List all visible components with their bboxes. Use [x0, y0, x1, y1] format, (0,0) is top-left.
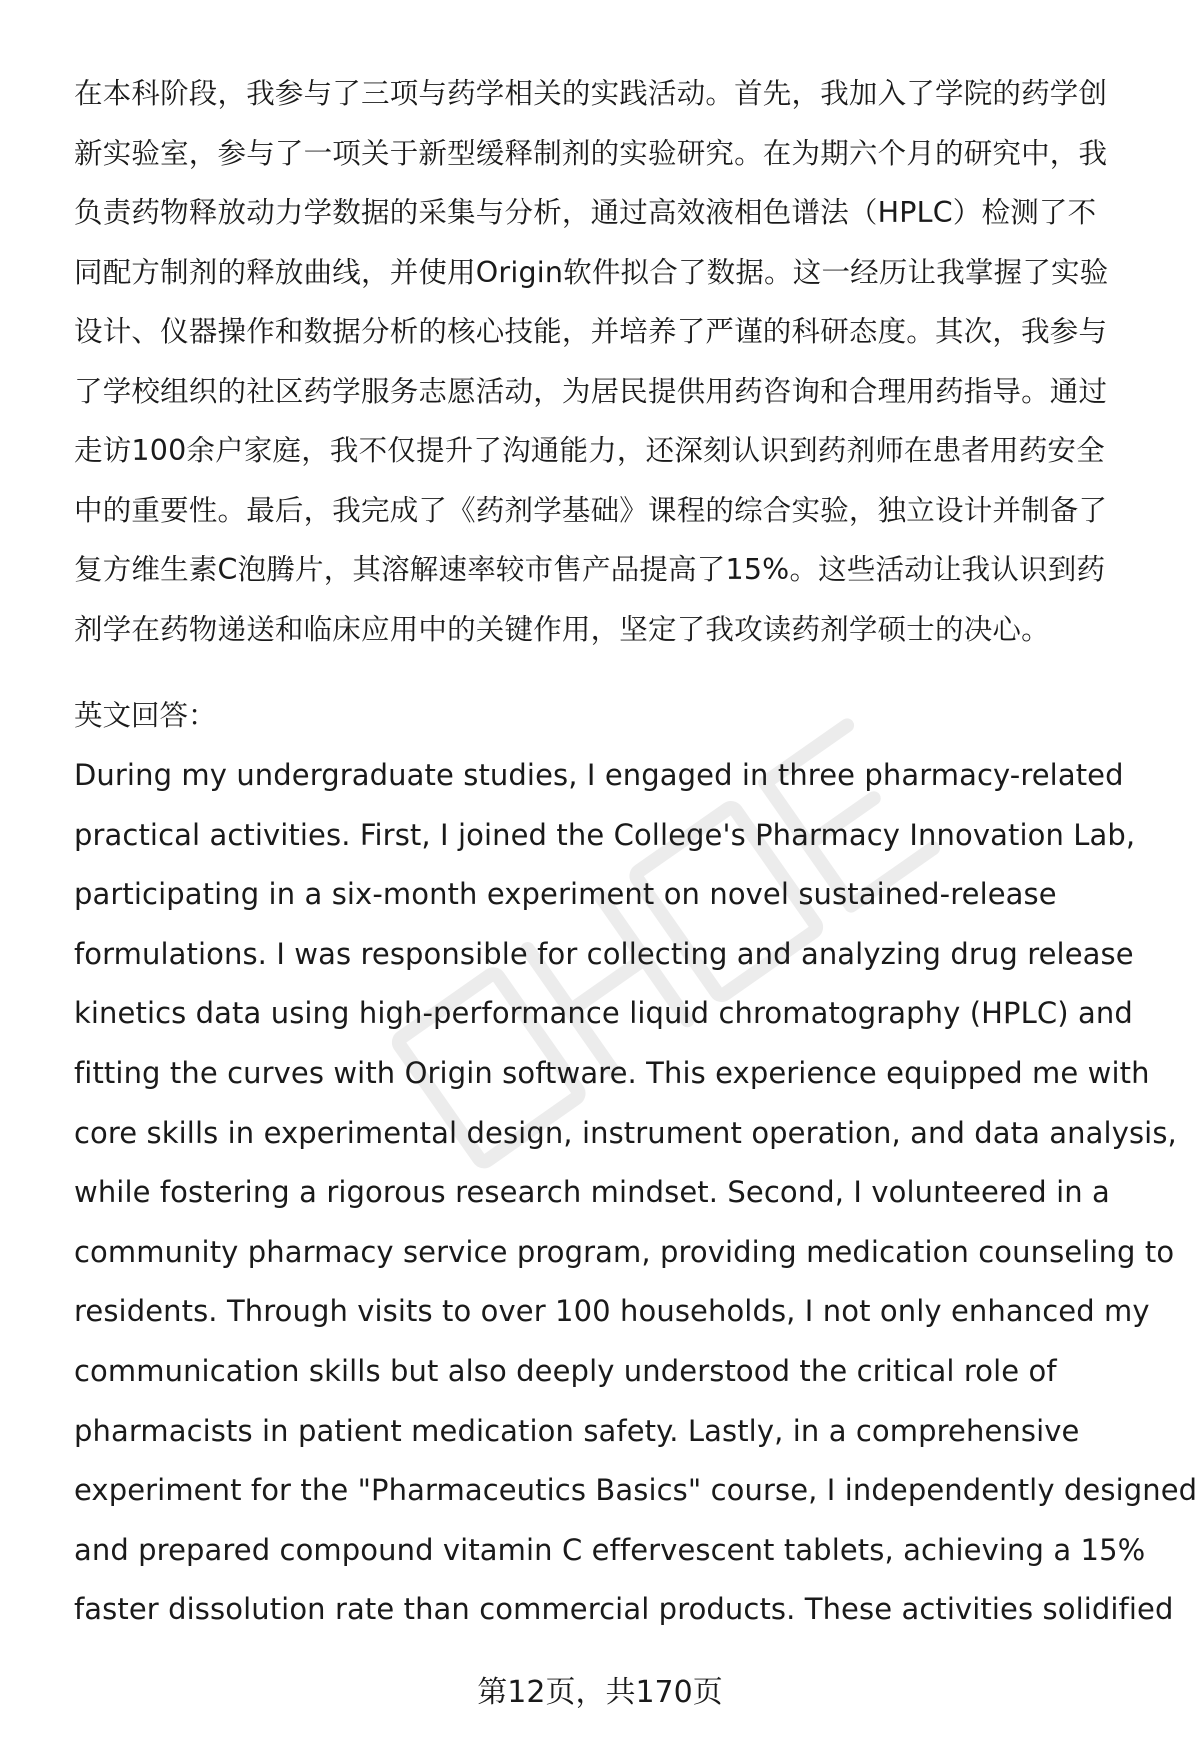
english-answer-line: faster dissolution rate than commercial products. These activities solidified — [74, 1592, 1174, 1627]
english-answer — [74, 746, 1198, 1640]
english-answer-line: pharmacists in patient medication safety. Lastly, in a comprehensive — [74, 1413, 1080, 1448]
english-answer-line: communication skills but also deeply understood the critical role of — [74, 1353, 1057, 1388]
chinese-answer-line: 负责药物释放动力学数据的采集与分析，通过高效液相色谱法（HPLC）检测了不 — [74, 196, 1097, 229]
chinese-answer-line: 在本科阶段，我参与了三项与药学相关的实践活动。首先，我加入了学院的药学创 — [74, 77, 1108, 110]
english-answer-label: 英文回答： — [74, 699, 217, 732]
chinese-answer-line: 走访100余户家庭，我不仅提升了沟通能力，还深刻认识到药剂师在患者用药安全 — [74, 434, 1105, 467]
chinese-answer-line: 复方维生素C泡腾片，其溶解速率较市售产品提高了15%。这些活动让我认识到药 — [74, 553, 1106, 586]
english-answer-line: fitting the curves with Origin software. This experience equipped me with — [74, 1055, 1150, 1090]
english-answer-line: community pharmacy service program, providing medication counseling to — [74, 1234, 1175, 1269]
english-answer-line: participating in a six-month experiment on novel sustained-release — [74, 877, 1057, 912]
chinese-answer-line: 剂学在药物递送和临床应用中的关键作用，坚定了我攻读药剂学硕士的决心。 — [74, 612, 1050, 646]
chinese-answer-line: 设计、仪器操作和数据分析的核心技能，并培养了严谨的科研态度。其次，我参与 — [74, 315, 1108, 348]
english-answer-line: practical activities. First, I joined the College's Pharmacy Innovation Lab, — [74, 817, 1136, 852]
chinese-answer-line: 了学校组织的社区药学服务志愿活动，为居民提供用药咨询和合理用药指导。通过 — [74, 374, 1108, 408]
english-answer-line: core skills in experimental design, instrument operation, and data analysis, — [74, 1115, 1177, 1150]
english-answer-line: formulations. I was responsible for collecting and analyzing drug release — [74, 936, 1134, 971]
chinese-answer-line: 同配方制剂的释放曲线，并使用Origin软件拟合了数据。这一经历让我掌握了实验 — [74, 255, 1109, 289]
english-answer-line: while fostering a rigorous research mindset. Second, I volunteered in a — [74, 1175, 1110, 1210]
english-answer-line: and prepared compound vitamin C effervescent tablets, achieving a 15% — [74, 1532, 1146, 1567]
english-answer-line: experiment for the "Pharmaceutics Basics" course, I independently designed — [74, 1473, 1198, 1508]
chinese-answer — [74, 64, 1154, 659]
english-answer-line: kinetics data using high-performance liquid chromatography (HPLC) and — [74, 996, 1133, 1031]
page-number-footer: 第12页，共170页 — [477, 1675, 723, 1710]
chinese-answer-line: 中的重要性。最后，我完成了《药剂学基础》课程的综合实验，独立设计并制备了 — [74, 493, 1108, 527]
chinese-answer-line: 新实验室，参与了一项关于新型缓释制剂的实验研究。在为期六个月的研究中，我 — [74, 136, 1108, 170]
english-answer-line: residents. Through visits to over 100 households, I not only enhanced my — [74, 1294, 1150, 1329]
english-answer-line: During my undergraduate studies, I engaged in three pharmacy-related — [74, 758, 1124, 792]
